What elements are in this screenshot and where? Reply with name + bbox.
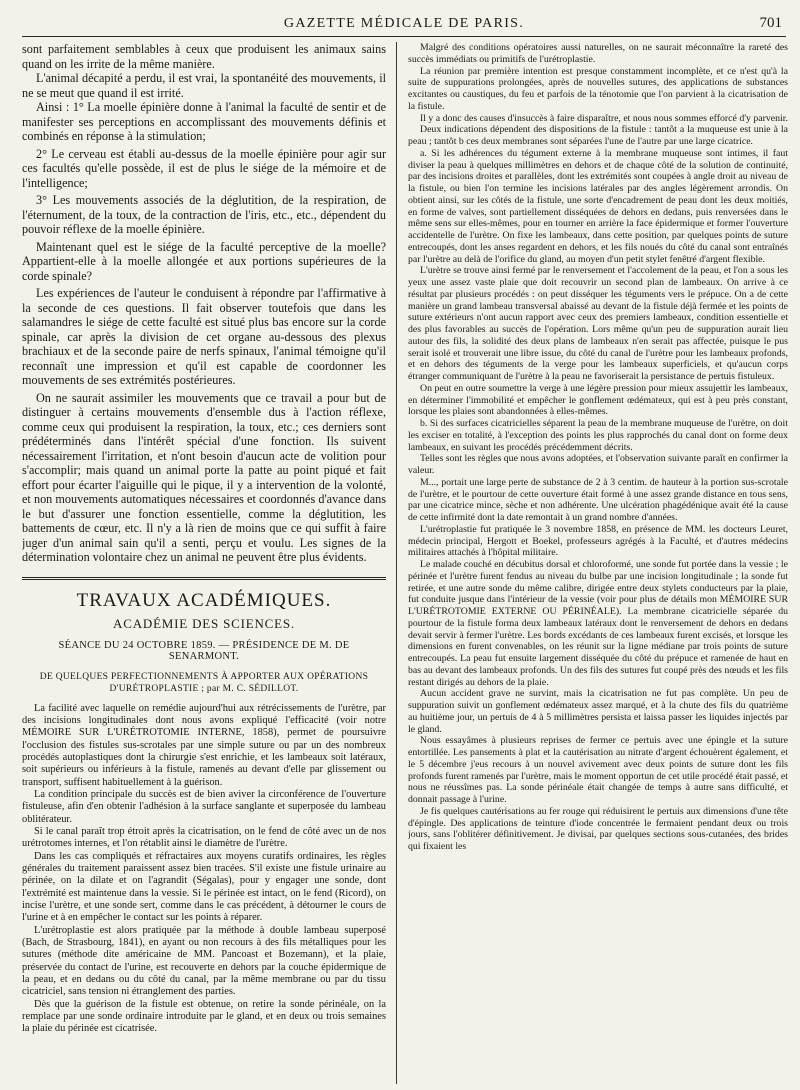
paragraph: a. Si les adhérences du tégument externe à la membrane muqueuse sont intimes, il faut diviser la peau à quelques millimètres en dehors et de chaque côté de la solution de continuité, par des incisions droites et parallèles, dont les extrémités sont coupées à angle droit au niveau de la fistule, ou bien l'on termine les incisions latérales par des angles légèrement arrondis. On obtient ainsi, sur les côtés de la fistule, une sorte d'encadrement de peau dont les deux moitiés, en forme de valves, sont partiellement disséquées de dehors en dedans, puis renversées dans le même sens sur elles-mêmes, pour en tourner en arrière la face épidermique et former l'ouverture accidentelle de l'urètre. On fixe les lambeaux, dans cette position, par quelques points de suture entrecoupés, dont les anses regardent en dehors, et les fils noués du côté du canal sont entraînés par l'urètre au delà de l'orifice du gland, au moyen d'un petit stylet fenêtré d'argent flexible. xyxy=(408,147,788,265)
paragraph: Maintenant quel est le siége de la faculté perceptive de la moelle? Appartient-elle à la moelle allongée et aux portions supérieures de la corde spinale? xyxy=(22,239,386,283)
paragraph: sont parfaitement semblables à ceux que produisent les animaux sains quand on les irrite de la même manière. xyxy=(22,42,386,71)
paragraph: L'urétroplastie fut pratiquée le 3 novembre 1858, en présence de MM. les docteurs Leuret, médecin principal, Hergott et Boekel, professeurs agrégés à la Faculté, et d'autres médecins militaires attachés à l'hôpital militaire. xyxy=(408,523,788,559)
paragraph: L'animal décapité a perdu, il est vrai, la spontanéité des mouvements, il ne se meut que quand il est irrité. xyxy=(22,71,386,100)
paragraph: M..., portait une large perte de substance de 2 à 3 centim. de hauteur à la portion sus-scrotale de l'urètre, et le pourtour de cette ouverture était formé à une assez grande distance en tous sens, par une cicatrice mince, sèche et non adhérente. Une ulcération phagédénique avait été la cause de cette infirmité dont la date remontait à un grand nombre d'années. xyxy=(408,476,788,523)
paragraph: Si le canal paraît trop étroit après la cicatrisation, on le fend de côté avec un de nos urétrotomes internes, et l'on rétablit ainsi le diamètre de l'urètre. xyxy=(22,825,386,850)
paragraph: b. Si des surfaces cicatricielles séparent la peau de la membrane muqueuse de l'urètre, on doit les exciser en totalité, à l'exception des points les plus rapprochés du canal dont on forme deux lambeaux, en suivant les procédés précédemment décrits. xyxy=(408,418,788,453)
left-column xyxy=(22,42,386,1082)
paragraph: Dès que la guérison de la fistule est obtenue, on retire la sonde périnéale, on la remplace par une sonde ordinaire introduite par le gland, et en deux ou trois semaines la plaie du périnée est cicatrisée. xyxy=(22,998,386,1035)
paragraph: Je fis quelques cautérisations au fer rouge qui réduisirent le pertuis aux dimensions d'une tête d'épingle. Des applications de teinture d'iode concentrée le fermaient pendant deux ou trois jours, sans l'oblitérer définitivement. Je divisai, par quelques sections sous-cutanées, des brides qui fixaient les xyxy=(408,805,788,852)
paragraph: On peut en outre soumettre la verge à une légère pression pour mieux assujettir les lambeaux, en déterminer l'immobilité et empêcher le gonflement œdémateux, qui est à peu près constant, lorsque les plaies sont abandonnées à elles-mêmes. xyxy=(408,382,788,418)
section-title: TRAVAUX ACADÉMIQUES. xyxy=(76,589,332,611)
paragraph: L'urètre se trouve ainsi fermé par le renversement et l'accolement de la peau, et l'on a sous les yeux une assez vaste plaie que doit recouvrir un second plan de lambeaux. On arrive à ce résultat par plusieurs procédés : on peut disséquer les téguments vers le prépuce. On a de cette manière un grand lambeau transversal abaissé au devant de la fistule déjà fermée et les points de suture extérieurs n'ont aucun rapport avec ceux des premiers lambeaux, condition essentielle et des plus favorables au succès de l'opération. Lors même qu'un peu de suppuration aurait lieu autour des fils, la solidité des deux plans de lambeaux n'en serait pas affectée, puisque le pus serait isolé et trouverait une libre issue, du côté du canal de l'urètre pour les lambeaux profonds, et en dehors des téguments de la verge pour les lambeaux superficiels, et qu'aucun corps étranger communiquant de l'urètre à la peau ne favoriserait la persistance de pertuis fistuleux. xyxy=(408,265,788,382)
session-line: SÉANCE DU 24 OCTOBRE 1859. — PRÉSIDENCE DE M. DE SENARMONT. xyxy=(58,639,350,662)
article-title: DE QUELQUES PERFECTIONNEMENTS À APPORTER AUX OPÉRATIONS D'URÉTROPLASTIE ; par M. C. SÉDILLOT. xyxy=(39,671,369,694)
paragraph: 2° Le cerveau est établi au-dessus de la moelle épinière pour agir sur ces facultés qu'elle possède, il est de plus le siége de la mémoire et de l'intelligence; xyxy=(22,146,386,190)
right-column xyxy=(408,42,788,1082)
page-number: 701 xyxy=(759,15,782,31)
paragraph: On ne saurait assimiler les mouvements que ce travail a pour but de distinguer à certains mouvements d'ensemble dus à l'action réflexe, comme ceux qui produisent la respiration, la toux, etc.; ces derniers sont prédéterminés dans l'intérêt spécial d'une fonction. Ils suivent nécessairement l'irritation, et n'ont besoin d'aucun acte de volition pour s'accomplir; mais quand un animal porte la patte au point piqué et fait effort pour écarter l'aiguille qui le pique, il y a intervention de la volonté, et non mouvements automatiques nécessaires et coordonnés d'avance dans le but d'assurer une fonction essentielle, comme la déglutition, les battements de cœur, etc. Il n'y a là rien de moins que ce qui suffit à faire juger d'un animal sain qu'il a senti, perçu et voulu. Les signes de la détermination volontaire chez un animal ne peuvent être plus évidents. xyxy=(22,390,386,564)
paragraph: Nous essayâmes à plusieurs reprises de fermer ce pertuis avec une épingle et la suture entortillée. Les pansements à plat et la cautérisation au nitrate d'argent échouèrent également, et le 5 décembre j'eus recours à un nouvel avivement avec deux points de suture dont les fils profonds furent ramenés par l'urètre, mais le moment opportun de cet utile procédé était passé, et nous ne réussîmes pas. La sonde périnéale était changée de temps à autre sans difficulté, et donnait passage à l'urine. xyxy=(408,735,788,805)
paragraph: L'urétroplastie est alors pratiquée par la méthode à double lambeau superposé (Bach, de Strasbourg, 1841), en ayant ou non recours à des fils métalliques pour les sutures (méthode dite américaine de MM. Pancoast et Bozemann), et la plaie, préservée du contact de l'urine, est recouverte en dehors par la couche épidermique de la peau, et en dedans ou du côté du canal, par la même membrane ou par du tissu cicatriciel, sans tension ni étranglement des parties. xyxy=(22,924,386,998)
paragraph: Aucun accident grave ne survint, mais la cicatrisation ne fut pas complète. Un peu de suppuration suivit un gonflement œdémateux assez marqué, et à la chute des fils du quatrième au huitième jour, un pertuis de 4 à 5 millimètres persista et laissa passer les liquides injectés par le gland. xyxy=(408,688,788,735)
paragraph: 3° Les mouvements associés de la déglutition, de la respiration, de l'éternument, de la toux, de la contraction de l'iris, etc., etc., dépendent du pouvoir réflexe de la moelle épinière. xyxy=(22,193,386,236)
page-header xyxy=(22,14,786,37)
paragraph: Telles sont les règles que nous avons adoptées, et l'observation suivante paraît en confirmer la valeur. xyxy=(408,453,788,476)
paragraph: Malgré des conditions opératoires aussi naturelles, on ne saurait méconnaître la rareté des succès immédiats ou primitifs de l'urétroplastie. xyxy=(408,42,788,65)
paragraph: Il y a donc des causes d'insuccès à faire disparaître, et nous nous sommes efforcé d'y parvenir. xyxy=(420,112,788,124)
journal-title: GAZETTE MÉDICALE DE PARIS. xyxy=(283,16,525,31)
paragraph: La facilité avec laquelle on remédie aujourd'hui aux rétrécissements de l'urètre, par des incisions longitudinales dont nous avons expliqué l'efficacité (voir notre MÉMOIRE SUR L'URÉTROTOMIE INTERNE, 1858), permet de poursuivre l'occlusion des fistules sus-scrotales par une simple suture ou par un des nombreux procédés autoplastiques dont la chirurgie s'est enrichie, et les lambeaux soit latéraux, soit supérieurs ou inférieurs à la fistule, ramenés au devant d'elle par glissement ou transport, suffisent habituellement à la guérison. xyxy=(22,702,386,788)
column-divider xyxy=(396,42,397,1084)
section-divider xyxy=(22,577,386,580)
paragraph: Deux indications dépendent des dispositions de la fistule : tantôt a la muqueuse est unie à la peau ; tantôt b ces deux membranes sont séparées l'une de l'autre par une large cicatrice. xyxy=(408,124,788,147)
paragraph: Les expériences de l'auteur le conduisent à répondre par l'affirmative à la seconde de ces questions. Il fait observer toutefois que dans les salamandres le siége de cette faculté est situé plus bas encore sur la corde spinale, car après la division de cet organe au-dessous des plexus brachiaux et de la seconde paire de nerfs spinaux, l'animal témoigne qu'il reconnaît une impression et qu'il est capable de coordonner les mouvements de ses extrémités postérieures. xyxy=(22,286,386,387)
paragraph: Le malade couché en décubitus dorsal et chloroformé, une sonde fut portée dans la vessie ; le périnée et l'urètre furent fendus au niveau du bulbe par une incision longitudinale ; la sonde fut retirée, et une autre sonde du même calibre, dirigée entre deux stylets conducteurs par la plaie, fut conduite jusque dans l'intérieur de la vessie (voir pour plus de détails mon MÉMOIRE SUR L'URÉTROTOMIE EXTERNE OU PÉRINÉALE). La membrane cicatricielle séparée du pourtour de la fistule forma deux lambeaux latéraux dont le renversement de dehors en dedans devait servir à fermer l'urètre. Les bords excédants de ces lambeaux furent excisés, et lorsque les dimensions en furent convenables, on les réunit sur la ligne médiane par trois points de suture entrecoupés. La peau fut ensuite largement disséquée du côté du prépuce et ramenée de haut en bas au devant des lambeaux profonds. Un des fils des sutures fut coupé près des nœuds et les fils restant dirigés au dehors de la plaie. xyxy=(408,559,788,688)
paragraph: La réunion par première intention est presque constamment incomplète, et ce n'est qu'à la suite de suppurations prolongées, après de nouvelles sutures, des applications de substances excitantes ou caustiques, du feu et parfois de la ténotomie que l'on parvient à la cicatrisation de la fistule. xyxy=(408,65,788,112)
paragraph: La condition principale du succès est de bien aviver la circonférence de l'ouverture fistuleuse, afin d'en obtenir l'adhésion à la surface sanglante et superposée du lambeau oblitérateur. xyxy=(22,788,386,825)
paragraph: Dans les cas compliqués et réfractaires aux moyens curatifs ordinaires, les règles générales du traitement paraissent assez bien tracées. S'il existe une fistule urinaire au périnée, on la dilate et on l'agrandit (Ségalas), pour y engager une sonde, dont l'extrémité est maintenue dans la vessie. Si le périnée est intact, on le fend (Ricord), on incise l'urètre, et une sonde sert, comme dans le cas précédent, à détourner le cours de l'urine et à en empêcher le contact sur les points à réparer. xyxy=(22,850,386,924)
academy-heading: ACADÉMIE DES SCIENCES. xyxy=(113,615,295,631)
paragraph: Ainsi : 1° La moelle épinière donne à l'animal la faculté de sentir et de manifester ses perceptions en accomplissant des mouvements définis et combinés en réponse à la stimulation; xyxy=(22,100,386,143)
